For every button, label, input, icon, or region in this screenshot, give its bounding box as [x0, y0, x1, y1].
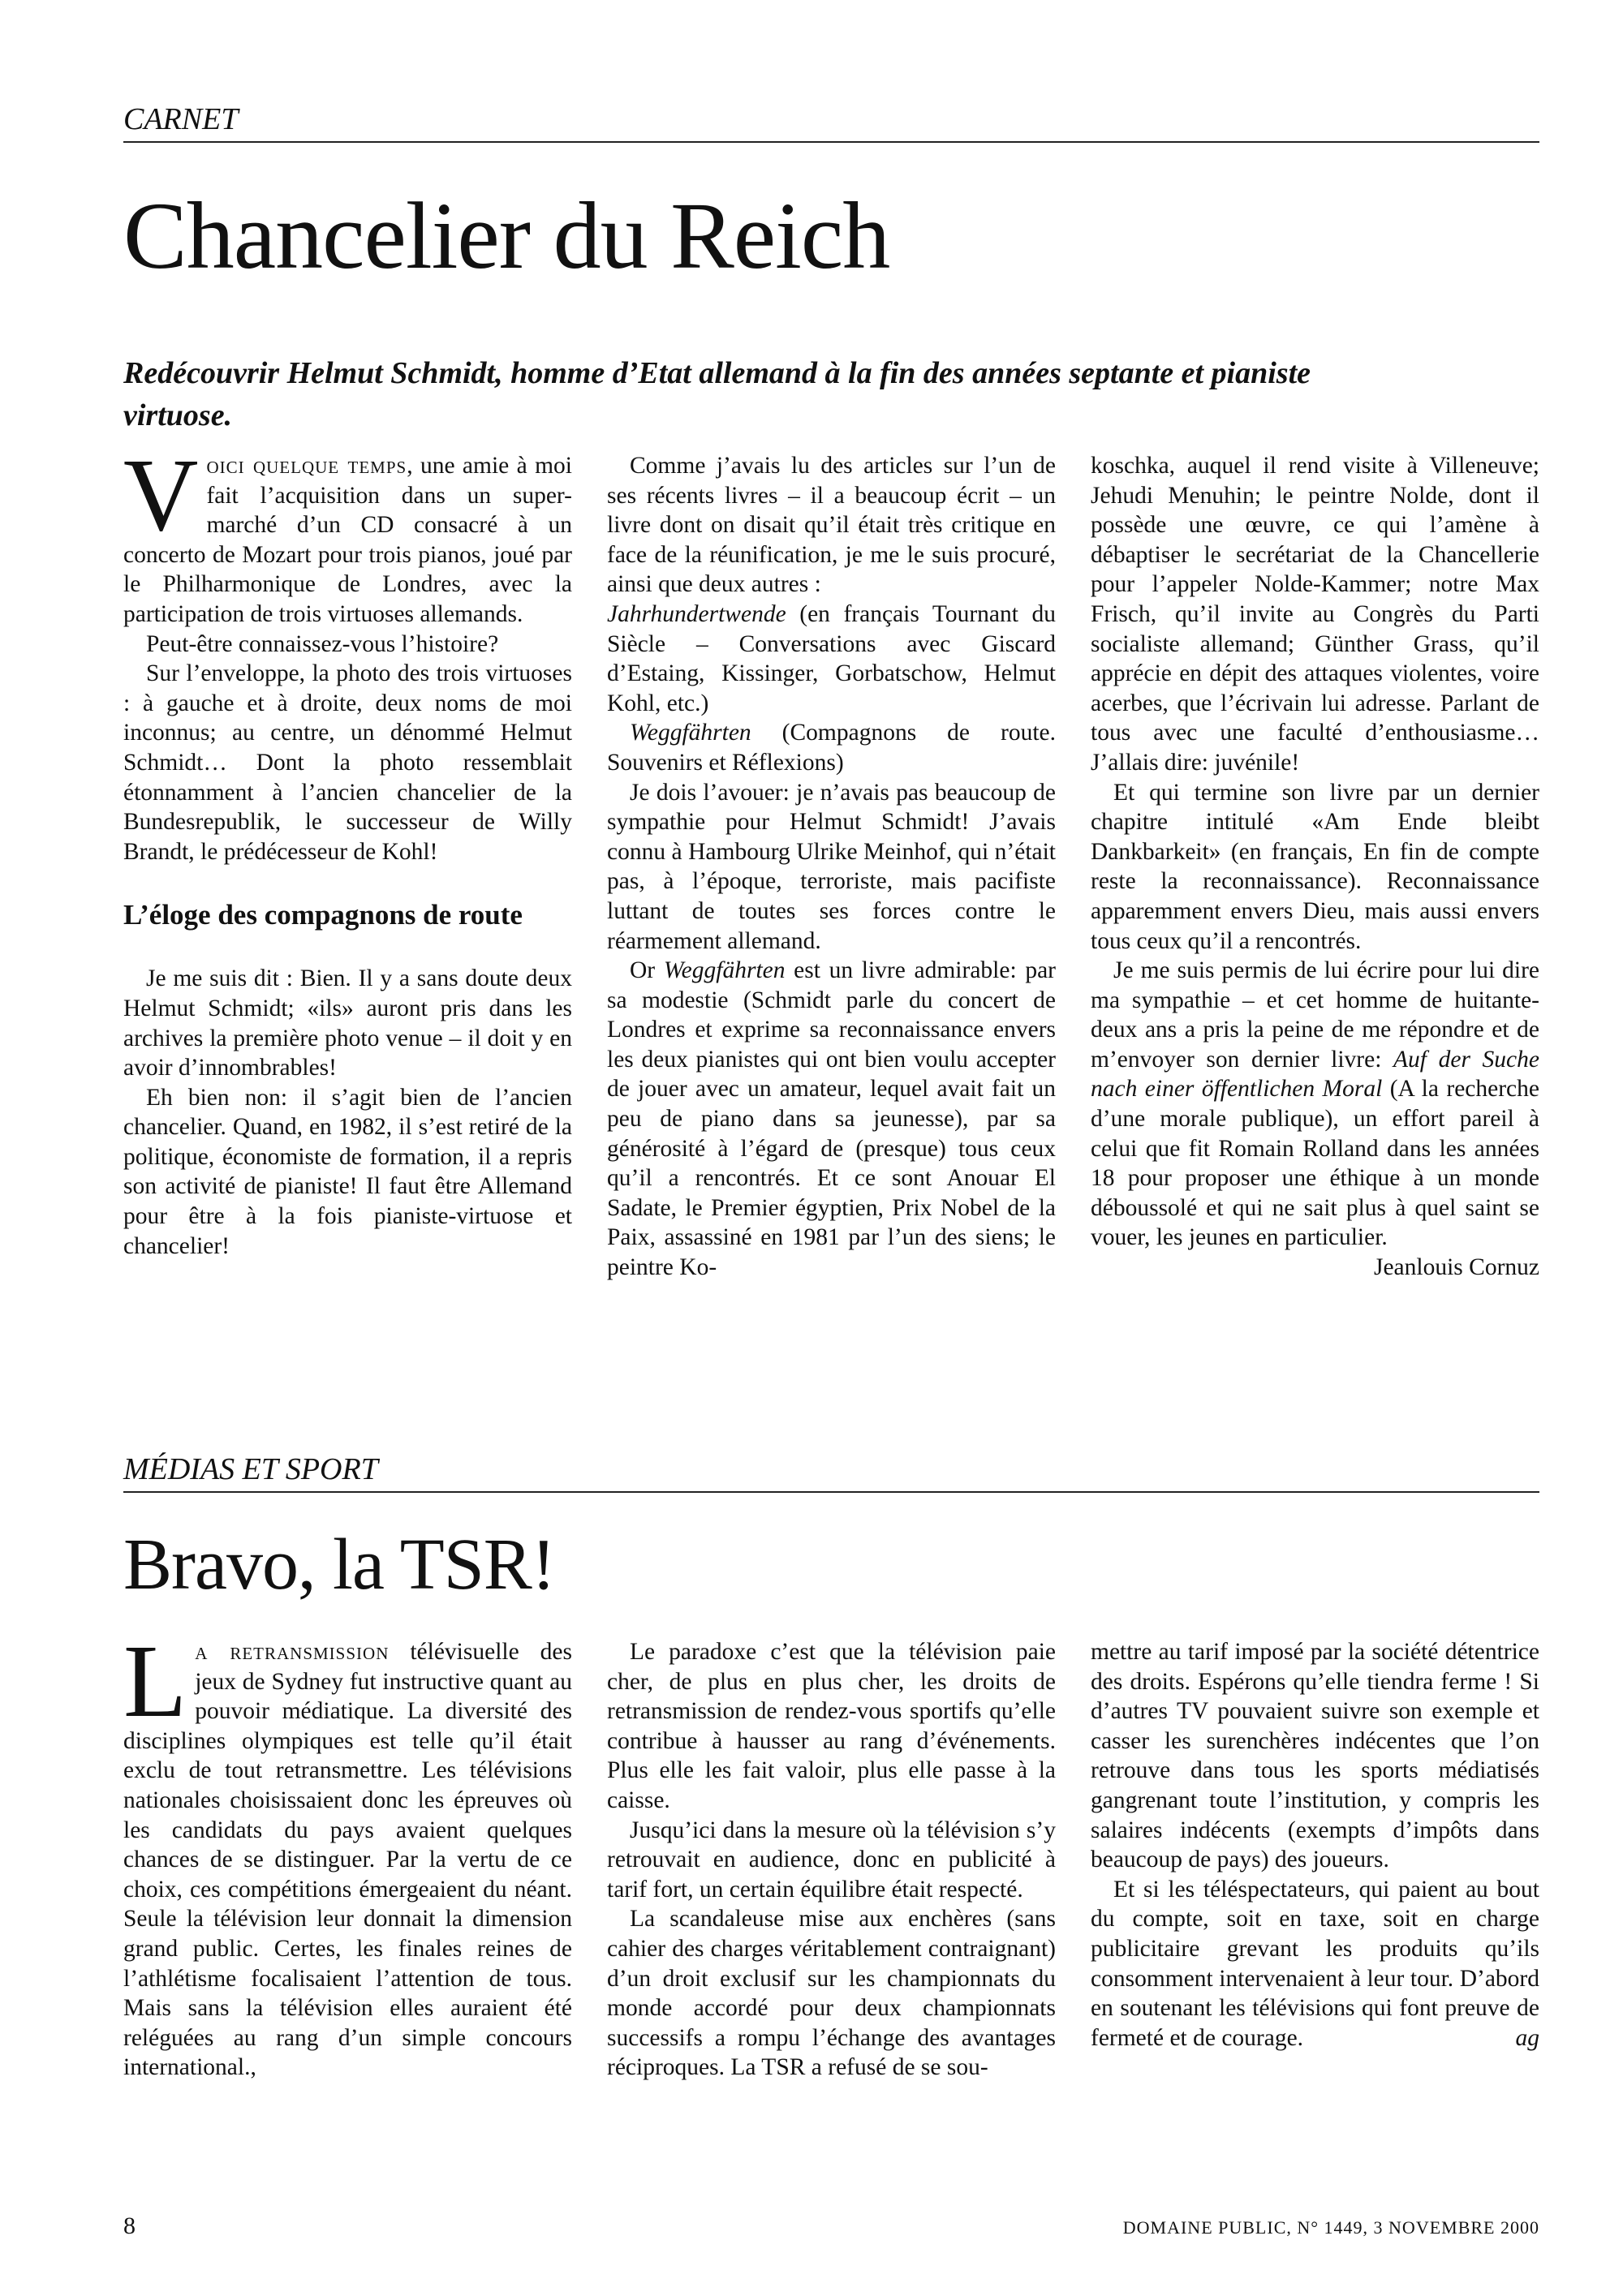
paragraph: Comme j’avais lu des articles sur l’un de ses récents livres – il a beaucoup écrit – un livre dont on disait qu’il était très critique en face de la réunification, je me le suis procuré, ainsi que deux autres :	[607, 453, 1056, 598]
subheading: L’éloge des compagnons de route	[123, 899, 523, 931]
paragraph: Jusqu’ici dans la mesure où la télévision s’y retrouvait en audience, donc en publicité à tarif fort, un certain équilibre était respecté.	[607, 1817, 1056, 1903]
paragraph: Le paradoxe c’est que la télévision paie cher, de plus en plus cher, les droits de retransmission de rendez-vous sportifs qu’elle contribue à hausser au rang d’événements. Plus elle les fait valoir, plus elle passe à la caisse.	[607, 1639, 1056, 1813]
column-3	[1091, 451, 1539, 1283]
drop-cap: V	[123, 437, 199, 553]
paragraph-text: (en français Tournant du Siècle – Conversations avec Giscard d’Estaing, Kissinger, Gorbatschow, Helmut Kohl, etc.)	[607, 600, 1056, 716]
issue-line: DOMAINE PUBLIC, N° 1449, 3 NOVEMBRE 2000	[1122, 2217, 1539, 2238]
paragraph-text: Je me suis permis de lui écrire pour lui dire ma sympathie – et cet homme de huitante-deux ans a pris la peine de me répondre et de m’envoyer son dernier livre:	[1091, 957, 1539, 1073]
column-1	[123, 1623, 572, 2083]
paragraph: La scandaleuse mise aux enchères (sans cahier des charges véritablement contraignant) d’un droit exclusif sur les championnats du monde accordé pour deux championnats successifs a rompu l’échange des avantages réciproques. La TSR a refusé de se sou-	[607, 1906, 1056, 2081]
article-lede: Redécouvrir Helmut Schmidt, homme d’Etat allemand à la fin des années septante et pianiste virtuose.	[123, 356, 1311, 432]
paragraph: Et qui termine son livre par un dernier chapitre intitulé «Am Ende bleibt Dankbarkeit» (en français, En fin de compte reste la reconnaissance). Reconnaissance apparemment envers Dieu, mais aussi envers tous ceux qu’il a rencontrés.	[1091, 779, 1539, 954]
paragraph-text: (Compagnons de route. Souvenirs et Réflexions)	[607, 720, 1056, 776]
book-title: Weggfährten	[663, 957, 786, 984]
lead-in: a retransmission	[195, 1639, 390, 1665]
paragraph: Peut-être connaissez-vous l’histoire?	[146, 630, 499, 657]
book-title: Weggfährten	[630, 720, 751, 746]
paragraph	[123, 1623, 572, 2083]
paragraph: koschka, auquel il rend visite à Villeneuve; Jehudi Menuhin; le peintre Nolde, dont il possède une œuvre, ce qui l’amène à débaptiser le secrétariat de la Chancellerie pour l’appeler Nolde-Kammer; notre Max Frisch, qu’il invite au Congrès du Parti socialiste allemand; Günther Grass, qu’il apprécie en dépit des attaques violentes, voire acerbes, que l’écrivain lui adresse. Parlant de tous avec une faculté d’enthousiasme… J’allais dire: juvénile!	[1091, 453, 1539, 776]
paragraph-text: télévisuelle des jeux de Sydney fut instructive quant au pouvoir médiatique. La diversité des disciplines olympiques est telle qu’il était exclu de tout retransmettre. Les télévisions nationales choisissaient donc les épreuves où les candidats du pays avaient quelques chances de se distinguer. Par la vertu de ce choix, ces compétitions émergeaient du néant. Seule la télévision leur donnait la dimension grand public. Certes, les finales reines de l’athlétisme focalisaient l’attention de tous. Mais sans la télévision elles auraient été reléguées au rang d’un simple concours international.,	[123, 1639, 572, 2081]
paragraph	[607, 956, 1056, 1283]
book-title: Jahrhundertwende	[607, 600, 786, 627]
article-title: Chancelier du Reich	[123, 183, 890, 289]
paragraph-text: , une amie à moi fait l’acquisition dans un super-marché d’un CD consacré à un concerto de Mozart pour trois pianos, joué par le Philharmonique de Londres, avec la participation de trois virtuoses allemands.	[123, 453, 572, 627]
section-rubric-carnet: CARNET	[123, 104, 1539, 143]
paragraph-text: est un livre admirable: par sa modestie (Schmidt parle du concert de Londres et exprime sa reconnaissance envers les deux pianistes qui ont bien voulu accepter de jouer avec un amateur, lequel avait fait un peu de piano dans sa jeunesse), par sa générosité à l’égard de (presque) tous ceux qu’il a rencontrés. Et ce sont Anouar El Sadate, le Premier égyptien, Prix Nobel de la Paix, assassiné en 1981 par l’un des siens; le peintre Ko-	[607, 957, 1056, 1281]
book-title: Auf der Suche nach einer öffentlichen Moral	[1091, 1046, 1539, 1103]
section-rubric-medias: MÉDIAS ET SPORT	[123, 1454, 1539, 1493]
author-signature: Jeanlouis Cornuz	[1373, 1254, 1539, 1281]
article-body	[123, 437, 1539, 1283]
drop-cap: L	[123, 1623, 187, 1739]
paragraph	[1091, 956, 1539, 1253]
page-footer	[123, 2212, 1539, 2240]
article-body	[123, 1623, 1539, 2083]
paragraph-text: Et si les téléspectateurs, qui paient au bout du compte, soit en taxe, soit en charge publicitaire grevant les produits qu’ils consomment intervenaient à leur tour. D’abord en soutenant les télévisions qui font preuve de fermeté et de courage.	[1091, 1876, 1539, 2051]
paragraph	[607, 718, 1056, 777]
paragraph	[1091, 1875, 1539, 2053]
paragraph: mettre au tarif imposé par la société détentrice des droits. Espérons qu’elle tiendra ferme ! Si d’autres TV pouvaient suivre son exemple et casser les surenchères indécentes que l’on retrouve dans tous les sports médiatisés gangrenant toute l’institution, y compris les salaires indécents (exempts d’impôts dans beaucoup de pays) des joueurs.	[1091, 1639, 1539, 1873]
page-number: 8	[123, 2212, 136, 2239]
paragraph	[607, 600, 1056, 718]
paragraph	[123, 437, 572, 630]
column-3	[1091, 1637, 1539, 2083]
lead-in: oici quelque temps	[206, 453, 407, 479]
paragraph-text: (A la recherche d’une morale publique), un effort pareil à celui que fit Romain Rolland dans les années 18 pour proposer une éthique à un monde déboussolé et qui ne sait plus à quel saint se vouer, les jeunes en particulier.	[1091, 1076, 1539, 1251]
paragraph-text: Or	[630, 957, 664, 984]
paragraph: Je me suis dit : Bien. Il y a sans doute deux Helmut Schmidt; «ils» auront pris dans les archives la première photo venue – il doit y en avoir d’innombrables!	[123, 965, 572, 1081]
article-title: Bravo, la TSR!	[123, 1524, 555, 1605]
paragraph: Eh bien non: il s’agit bien de l’ancien chancelier. Quand, en 1982, il s’est retiré de la politique, économiste de formation, il a repris son activité de pianiste! Il faut être Allemand pour être à la fois pianiste-virtuose et chancelier!	[123, 1084, 572, 1259]
author-signature: ag	[1515, 2024, 1539, 2051]
column-1	[123, 437, 572, 1283]
column-2	[607, 451, 1056, 1283]
column-2	[607, 1637, 1056, 2083]
paragraph: Je dois l’avouer: je n’avais pas beaucoup de sympathie pour Helmut Schmidt! J’avais connu à Hambourg Ulrike Meinhof, qui n’était pas, à l’époque, terroriste, mais pacifiste luttant de toutes ses forces contre le réarmement allemand.	[607, 779, 1056, 954]
paragraph: Sur l’enveloppe, la photo des trois virtuoses : à gauche et à droite, deux noms de moi inconnus; au centre, un dénommé Helmut Schmidt… Dont la photo ressemblait étonnamment à l’ancien chancelier de la Bundesrepublik, le successeur de Willy Brandt, le prédécesseur de Kohl!	[123, 660, 572, 865]
